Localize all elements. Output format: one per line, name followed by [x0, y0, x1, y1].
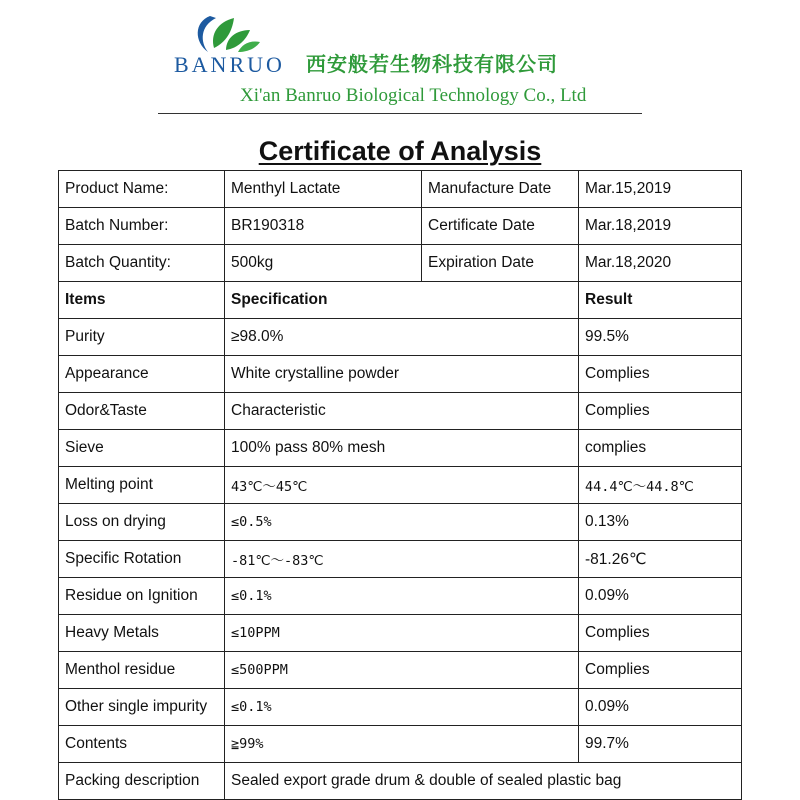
spec-cell: -81℃～-83℃	[225, 541, 579, 578]
info-label: Certificate Date	[422, 208, 579, 245]
table-row	[59, 356, 742, 393]
info-label: Batch Number:	[59, 208, 225, 245]
coa-table	[58, 170, 742, 800]
spec-cell: White crystalline powder	[225, 356, 579, 393]
info-label: Manufacture Date	[422, 171, 579, 208]
packing-value: Sealed export grade drum & double of sealed plastic bag	[225, 763, 742, 800]
item-cell: Loss on drying	[59, 504, 225, 541]
item-cell: Heavy Metals	[59, 615, 225, 652]
result-cell: 0.09%	[579, 689, 742, 726]
spec-cell: ≤500PPM	[225, 652, 579, 689]
item-cell: Residue on Ignition	[59, 578, 225, 615]
spec-cell: ≤10PPM	[225, 615, 579, 652]
result-cell: Complies	[579, 393, 742, 430]
result-cell: Complies	[579, 652, 742, 689]
table-row	[59, 504, 742, 541]
page-title-text: Certificate of Analysis	[258, 136, 542, 166]
table-row	[59, 541, 742, 578]
result-cell: 44.4℃～44.8℃	[579, 467, 742, 504]
column-header-result: Result	[579, 282, 742, 319]
brand-name-en: BANRUO	[174, 52, 285, 77]
spec-cell: ≤0.1%	[225, 689, 579, 726]
table-row	[59, 615, 742, 652]
info-value: BR190318	[225, 208, 422, 245]
info-value: Mar.18,2020	[579, 245, 742, 282]
info-value: Menthyl Lactate	[225, 171, 422, 208]
info-label: Product Name:	[59, 171, 225, 208]
table-row	[59, 430, 742, 467]
spec-cell: ≥98.0%	[225, 319, 579, 356]
result-cell: Complies	[579, 356, 742, 393]
item-cell: Specific Rotation	[59, 541, 225, 578]
header-divider	[158, 113, 642, 114]
table-row	[59, 578, 742, 615]
result-cell: -81.26℃	[579, 541, 742, 578]
table-row	[59, 689, 742, 726]
table-row	[59, 726, 742, 763]
info-row	[59, 171, 742, 208]
table-row	[59, 319, 742, 356]
leaf-logo-icon	[190, 8, 262, 56]
info-value: Mar.18,2019	[579, 208, 742, 245]
spec-cell: ≤0.1%	[225, 578, 579, 615]
packing-row	[59, 763, 742, 800]
result-cell: 0.13%	[579, 504, 742, 541]
table-row	[59, 393, 742, 430]
column-header-items: Items	[59, 282, 225, 319]
info-value: Mar.15,2019	[579, 171, 742, 208]
table-header-row	[59, 282, 742, 319]
result-cell: 99.7%	[579, 726, 742, 763]
table-row	[59, 652, 742, 689]
result-cell: 99.5%	[579, 319, 742, 356]
packing-label: Packing description	[59, 763, 225, 800]
item-cell: Other single impurity	[59, 689, 225, 726]
item-cell: Odor&Taste	[59, 393, 225, 430]
table-row	[59, 467, 742, 504]
item-cell: Contents	[59, 726, 225, 763]
item-cell: Sieve	[59, 430, 225, 467]
spec-cell: 43℃～45℃	[225, 467, 579, 504]
info-row	[59, 245, 742, 282]
result-cell: complies	[579, 430, 742, 467]
item-cell: Melting point	[59, 467, 225, 504]
page-title	[0, 136, 800, 167]
info-label: Batch Quantity:	[59, 245, 225, 282]
info-label: Expiration Date	[422, 245, 579, 282]
result-cell: 0.09%	[579, 578, 742, 615]
item-cell: Purity	[59, 319, 225, 356]
result-cell: Complies	[579, 615, 742, 652]
info-row	[59, 208, 742, 245]
item-cell: Menthol residue	[59, 652, 225, 689]
spec-cell: ≤0.5%	[225, 504, 579, 541]
column-header-specification: Specification	[225, 282, 579, 319]
item-cell: Appearance	[59, 356, 225, 393]
spec-cell: Characteristic	[225, 393, 579, 430]
company-name-en: Xi'an Banruo Biological Technology Co., Ltd	[240, 85, 587, 106]
info-value: 500kg	[225, 245, 422, 282]
spec-cell: 100% pass 80% mesh	[225, 430, 579, 467]
brand-name-cn: 西安般若生物科技有限公司	[306, 52, 558, 76]
spec-cell: ≧99%	[225, 726, 579, 763]
